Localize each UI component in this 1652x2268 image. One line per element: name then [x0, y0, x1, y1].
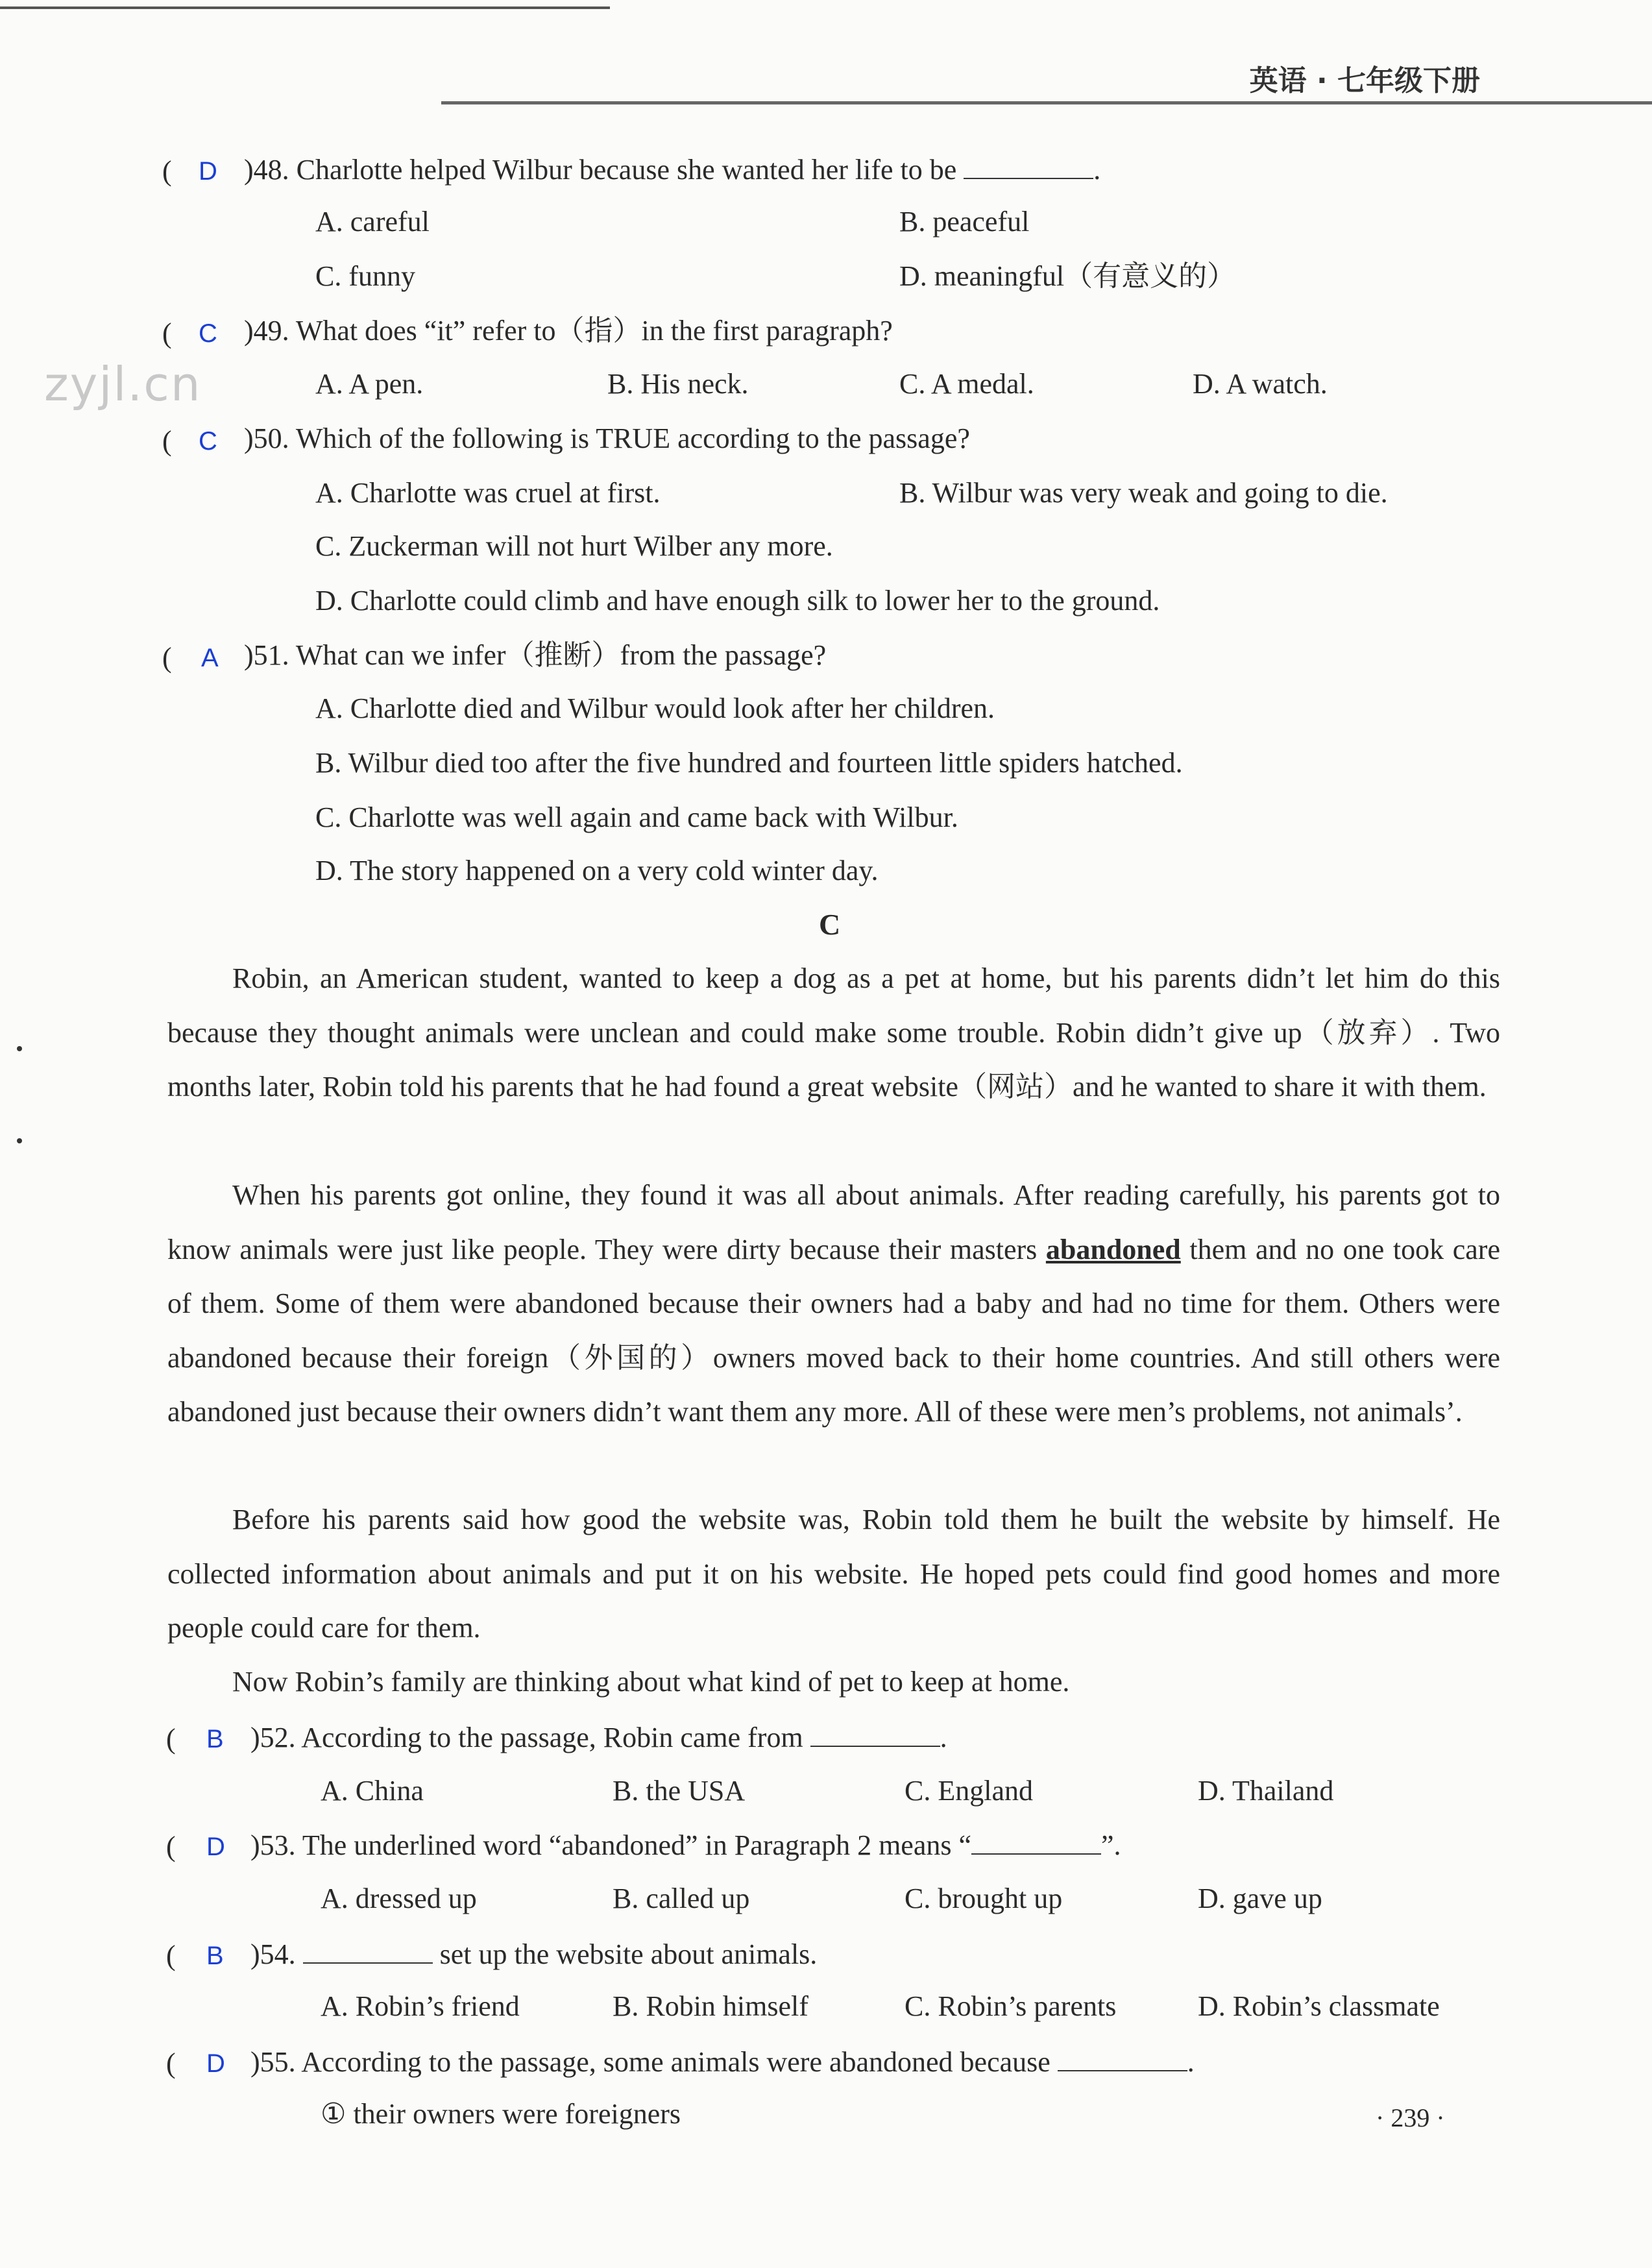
- question-48: )48. Charlotte helped Wilbur because she wanted her life to be .: [244, 154, 1101, 186]
- option: A. China: [321, 1775, 424, 1807]
- option: B. Wilbur was very weak and going to die.: [899, 477, 1388, 509]
- question-54: )54. set up the website about animals.: [250, 1938, 818, 1970]
- question-55: )55. According to the passage, some animals were abandoned because .: [250, 2046, 1195, 2078]
- page-number: · 239 ·: [1376, 2103, 1445, 2132]
- option: C. A medal.: [899, 368, 1034, 400]
- answer-blank: [303, 1939, 433, 1964]
- watermark: zyjl.cn: [44, 357, 202, 411]
- question-paren: (: [162, 317, 172, 349]
- answer-54: B: [206, 1942, 224, 1970]
- option: D. The story happened on a very cold winter day.: [315, 855, 879, 886]
- option: A. Charlotte was cruel at first.: [315, 477, 661, 509]
- answer-blank: [1058, 2047, 1187, 2071]
- margin-dot: [17, 1046, 22, 1051]
- paragraph-3: Before his parents said how good the website was, Robin told them he built the website by himself. He collected information about animals and put it on his website. He hoped pets could find good homes and more people could care for them.: [167, 1504, 1500, 1644]
- option: B. the USA: [613, 1775, 746, 1807]
- question-paren: (: [166, 1940, 176, 1971]
- option: A. dressed up: [321, 1883, 477, 1914]
- question-paren: (: [166, 2047, 176, 2079]
- answer-51: A: [201, 644, 219, 672]
- option: B. called up: [613, 1883, 750, 1914]
- option: D. meaningful（有意义的）: [899, 260, 1236, 292]
- answer-blank: [971, 1830, 1101, 1855]
- answer-50: C: [199, 427, 217, 456]
- option: C. Charlotte was well again and came back with Wilbur.: [315, 801, 958, 833]
- answer-blank: [810, 1722, 940, 1747]
- option: A. Robin’s friend: [321, 1990, 520, 2022]
- question-paren: (: [162, 425, 172, 457]
- paragraph-4: Now Robin’s family are thinking about what kind of pet to keep at home.: [232, 1666, 1070, 1698]
- option: D. Thailand: [1198, 1775, 1334, 1807]
- option: D. gave up: [1198, 1883, 1322, 1914]
- answer-49: C: [199, 319, 217, 348]
- option: B. peaceful: [899, 206, 1030, 238]
- answer-48: D: [199, 157, 217, 186]
- answer-55: D: [206, 2049, 225, 2078]
- option: C. Robin’s parents: [905, 1990, 1117, 2022]
- header-rule: [441, 101, 1652, 104]
- section-heading: C: [819, 908, 841, 941]
- option: B. Wilbur died too after the five hundred and fourteen little spiders hatched.: [315, 747, 1183, 779]
- option: A. careful: [315, 206, 430, 238]
- underlined-word: abandoned: [1045, 1233, 1181, 1265]
- option: B. Robin himself: [613, 1990, 808, 2022]
- question-53: )53. The underlined word “abandoned” in Paragraph 2 means “ ”.: [250, 1829, 1121, 1861]
- answer-53: D: [206, 1833, 225, 1861]
- question-paren: (: [162, 155, 172, 187]
- option: C. brought up: [905, 1883, 1063, 1914]
- option: D. Robin’s classmate: [1198, 1990, 1440, 2022]
- question-paren: (: [166, 1831, 176, 1862]
- question-52: )52. According to the passage, Robin came from .: [250, 1722, 947, 1753]
- answer-52: B: [206, 1725, 224, 1753]
- paragraph-2: When his parents got online, they found it was all about animals. After reading carefully, his parents got to know animals were just like people. They were dirty because their masters abandoned them and no one took care of them. Some of them were abandoned because their owners had a baby and had no time for them. Others were abandoned because their foreign（外国的）owners moved back to their home countries. And still others were abandoned just because their owners didn’t want them any more. All of these were men’s problems, not animals’.: [167, 1179, 1500, 1428]
- option: C. funny: [315, 260, 415, 292]
- option: A. Charlotte died and Wilbur would look after her children.: [315, 692, 995, 724]
- answer-blank: [964, 154, 1093, 179]
- paragraph-1: Robin, an American student, wanted to keep a dog as a pet at home, but his parents didn’t let him do this because they thought animals were unclean and could make some trouble. Robin didn’t give up（放弃）. Two months later, Robin told his parents that he had found a great website（网站）and he wanted to share it with them.: [167, 962, 1500, 1103]
- book-title: 英语 · 七年级下册: [1249, 64, 1480, 97]
- margin-dot: [17, 1138, 22, 1143]
- option: B. His neck.: [607, 368, 749, 400]
- option: C. England: [905, 1775, 1033, 1807]
- question-50: )50. Which of the following is TRUE according to the passage?: [244, 422, 970, 454]
- question-paren: (: [166, 1723, 176, 1755]
- question-49: )49. What does “it” refer to（指）in the first paragraph?: [244, 315, 893, 347]
- option: D. A watch.: [1193, 368, 1328, 400]
- option: ① their owners were foreigners: [321, 2098, 681, 2130]
- option: C. Zuckerman will not hurt Wilber any more.: [315, 530, 833, 562]
- option: A. A pen.: [315, 368, 424, 400]
- option: D. Charlotte could climb and have enough silk to lower her to the ground.: [315, 585, 1160, 616]
- question-51: )51. What can we infer（推断）from the passage?: [244, 639, 827, 671]
- top-rule: [0, 6, 610, 9]
- question-paren: (: [162, 642, 172, 674]
